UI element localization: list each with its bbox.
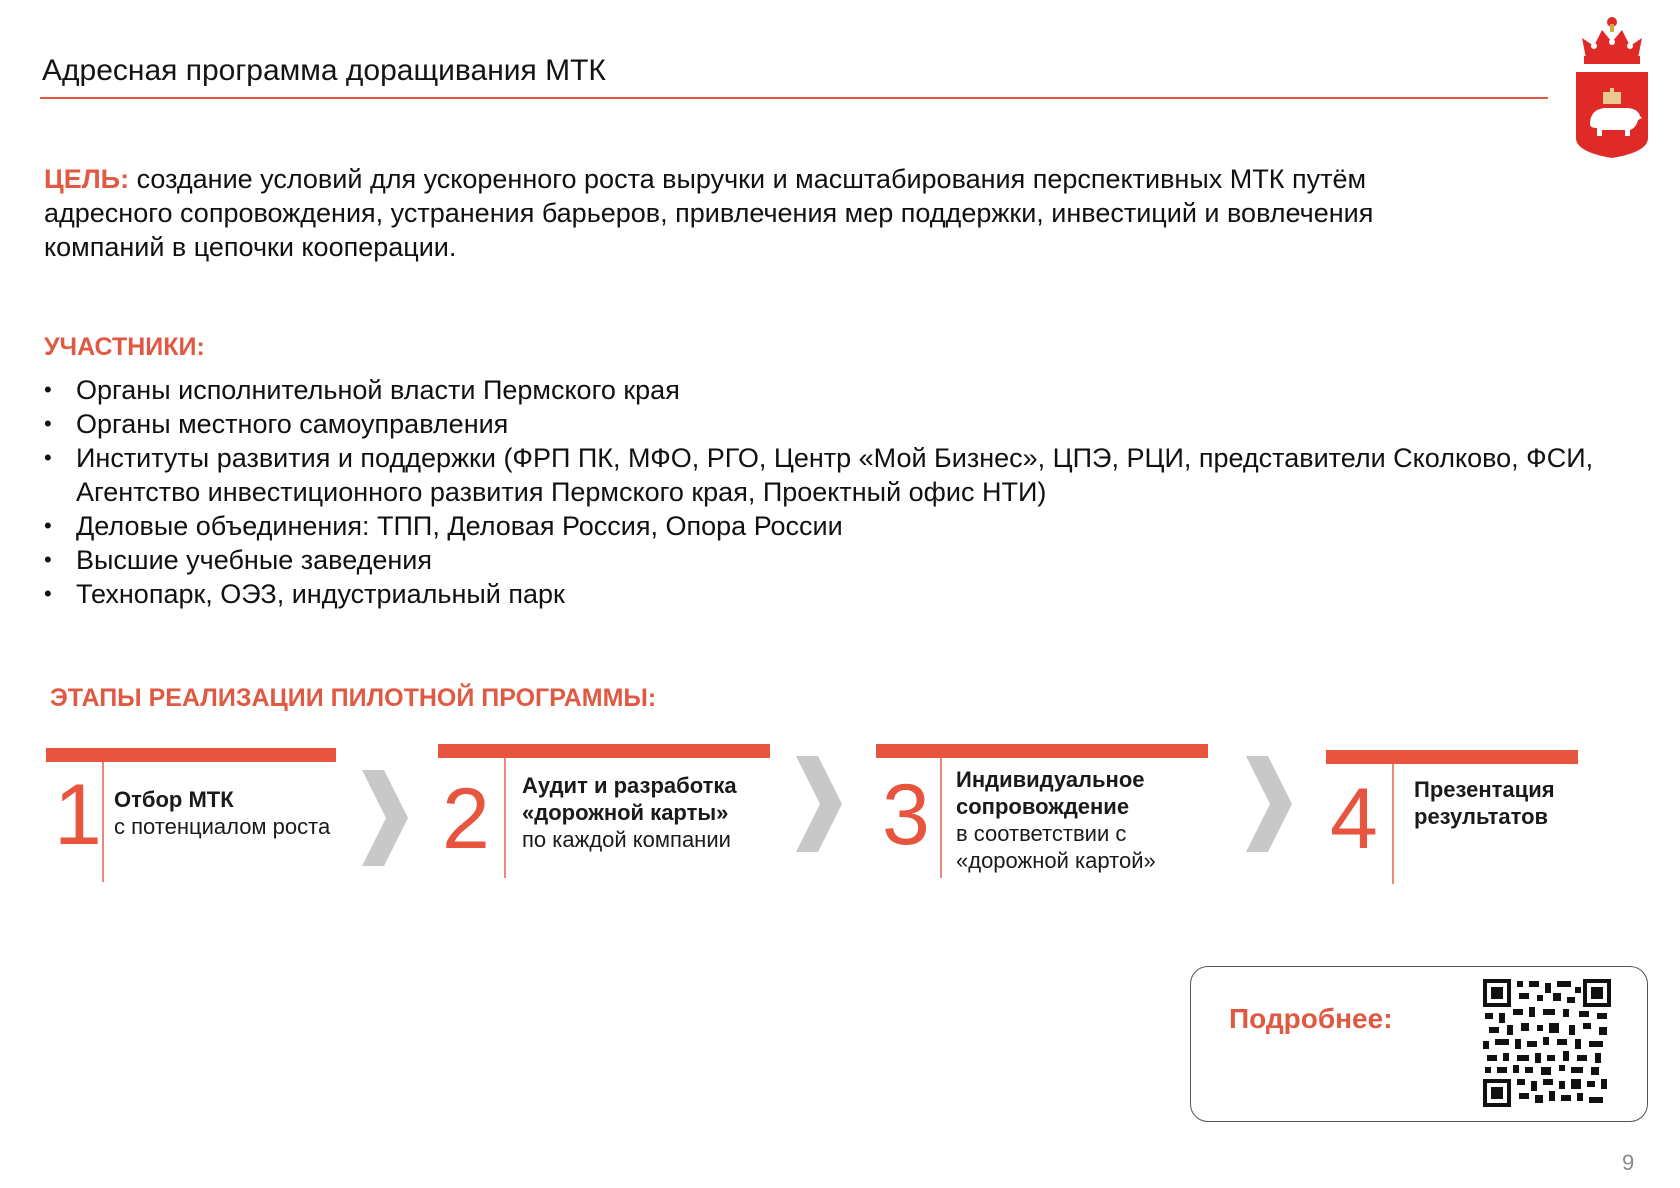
more-info-box — [1190, 966, 1648, 1122]
list-item: • Органы местного самоуправления — [44, 407, 1644, 441]
step-divider — [102, 762, 104, 882]
stage-step-4 — [1326, 750, 1586, 890]
step-title: Презентация результатов — [1414, 777, 1555, 829]
list-item: • Высшие учебные заведения — [44, 543, 1644, 577]
stages-heading: ЭТАПЫ РЕАЛИЗАЦИИ ПИЛОТНОЙ ПРОГРАММЫ: — [50, 684, 657, 712]
step-text — [956, 766, 1206, 874]
page-title: Адресная программа доращивания МТК — [42, 54, 606, 87]
page-number: 9 — [1622, 1150, 1635, 1175]
list-item: • Деловые объединения: ТПП, Деловая Россия, Опора России — [44, 509, 1644, 543]
title-divider — [40, 97, 1548, 99]
participants-list — [44, 373, 1644, 611]
participants-heading: УЧАСТНИКИ: — [44, 333, 205, 361]
step-number: 3 — [882, 767, 930, 863]
chevron-right-icon — [796, 756, 842, 852]
chevron-right-icon — [1246, 756, 1292, 852]
step-number: 1 — [54, 767, 102, 863]
more-info-label: Подробнее: — [1229, 1003, 1393, 1034]
step-subtitle: с потенциалом роста — [114, 814, 331, 839]
list-item: • Технопарк, ОЭЗ, индустриальный парк — [44, 577, 1644, 611]
step-divider — [1392, 764, 1394, 884]
stage-step-1 — [46, 748, 346, 888]
goal-label: ЦЕЛЬ: — [44, 164, 130, 194]
perm-krai-coat-of-arms-icon — [1568, 12, 1656, 162]
step-subtitle: по каждой компании — [522, 827, 731, 852]
goal-paragraph — [44, 162, 1444, 264]
step-subtitle: в соответствии с «дорожной картой» — [956, 821, 1156, 873]
qr-code-icon[interactable] — [1483, 979, 1611, 1107]
step-divider — [504, 758, 506, 878]
step-number: 2 — [442, 771, 490, 867]
step-title: Отбор МТК — [114, 787, 234, 812]
step-text — [114, 786, 344, 840]
step-text — [1414, 776, 1584, 830]
stage-step-3 — [876, 744, 1216, 884]
chevron-right-icon — [362, 770, 408, 866]
step-text — [522, 772, 772, 853]
list-item: • Институты развития и поддержки (ФРП ПК, МФО, РГО, Центр «Мой Бизнес», ЦПЭ, РЦИ, представители Сколково, ФСИ, Агентство инвестиционного развития Пермского края, Проектный офис НТИ) — [44, 441, 1644, 509]
step-title: Индивидуальное сопровождение — [956, 767, 1145, 819]
step-bar — [876, 744, 1208, 758]
step-divider — [940, 758, 942, 878]
step-bar — [46, 748, 336, 762]
step-title: Аудит и разработка «дорожной карты» — [522, 773, 737, 825]
goal-text: создание условий для ускоренного роста выручки и масштабирования перспективных МТК путём адресного сопровождения, устранения барьеров, привлечения мер поддержки, инвестиций и вовлечения компаний в цепочки кооперации. — [44, 164, 1374, 262]
step-bar — [438, 744, 770, 758]
stage-step-2 — [438, 744, 778, 884]
step-number: 4 — [1330, 771, 1378, 867]
step-bar — [1326, 750, 1578, 764]
list-item: • Органы исполнительной власти Пермского края — [44, 373, 1644, 407]
